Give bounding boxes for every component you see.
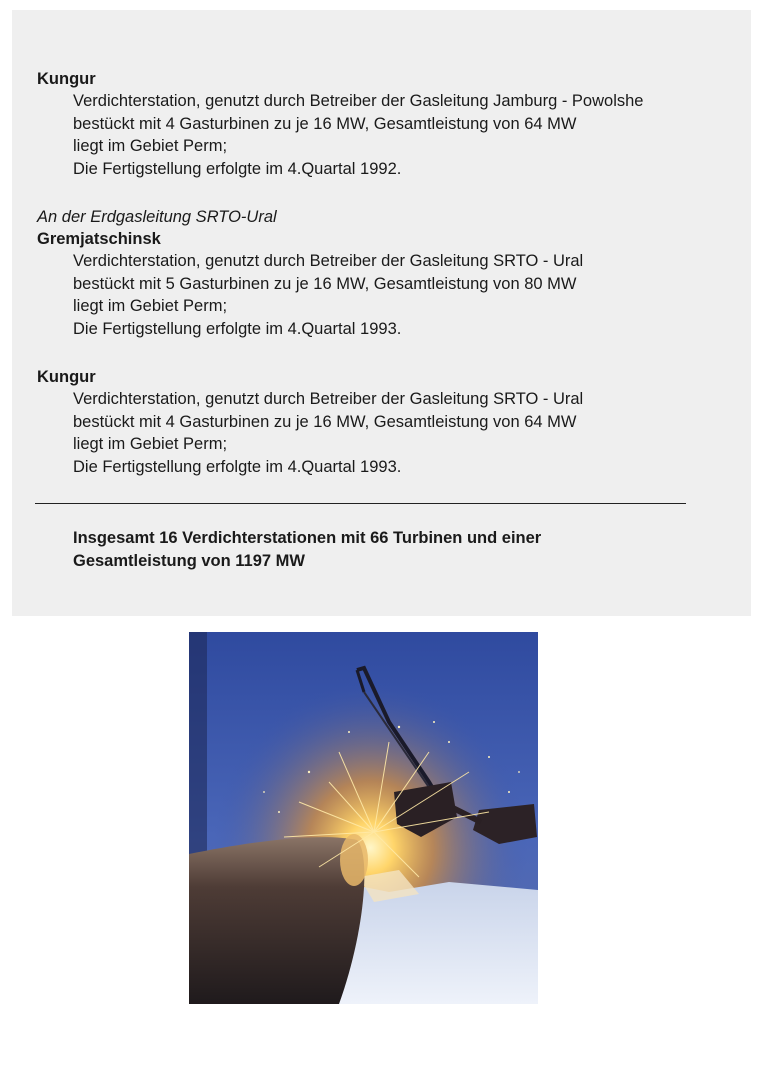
section-kungur-1 (37, 68, 643, 180)
description-line: bestückt mit 5 Gasturbinen zu je 16 MW, Gesamtleistung von 80 MW (73, 274, 577, 293)
pipeline-welding-photo (189, 632, 538, 1004)
description-line: Die Fertigstellung erfolgte im 4.Quartal 1993. (73, 319, 402, 338)
description-line: Verdichterstation, genutzt durch Betreiber der Gasleitung Jamburg - Powolshe (73, 92, 644, 110)
station-name: Gremjatschinsk (37, 230, 161, 248)
description-line: Verdichterstation, genutzt durch Betreiber der Gasleitung SRTO - Ural (73, 252, 584, 270)
section-gremjatschinsk (37, 206, 583, 340)
summary-line: Insgesamt 16 Verdichterstationen mit 66 Turbinen und einer (73, 529, 542, 547)
divider-rule (35, 503, 686, 504)
description-line: liegt im Gebiet Perm; (73, 137, 228, 155)
description-line: bestückt mit 4 Gasturbinen zu je 16 MW, Gesamtleistung von 64 MW (73, 412, 577, 431)
station-name: Kungur (37, 368, 96, 386)
description-line: liegt im Gebiet Perm; (73, 435, 228, 453)
station-name: Kungur (37, 70, 96, 88)
welding-scene-image (189, 632, 538, 1004)
summary-text (73, 527, 541, 573)
pipeline-heading: An der Erdgasleitung SRTO-Ural (37, 208, 277, 226)
description-line: Die Fertigstellung erfolgte im 4.Quartal 1992. (73, 159, 402, 178)
summary-line: Gesamtleistung von 1197 MW (73, 552, 305, 570)
description-line: Verdichterstation, genutzt durch Betreiber der Gasleitung SRTO - Ural (73, 390, 584, 408)
description-line: bestückt mit 4 Gasturbinen zu je 16 MW, Gesamtleistung von 64 MW (73, 114, 577, 133)
description-line: Die Fertigstellung erfolgte im 4.Quartal 1993. (73, 457, 402, 476)
section-kungur-2 (37, 366, 583, 478)
description-line: liegt im Gebiet Perm; (73, 297, 228, 315)
